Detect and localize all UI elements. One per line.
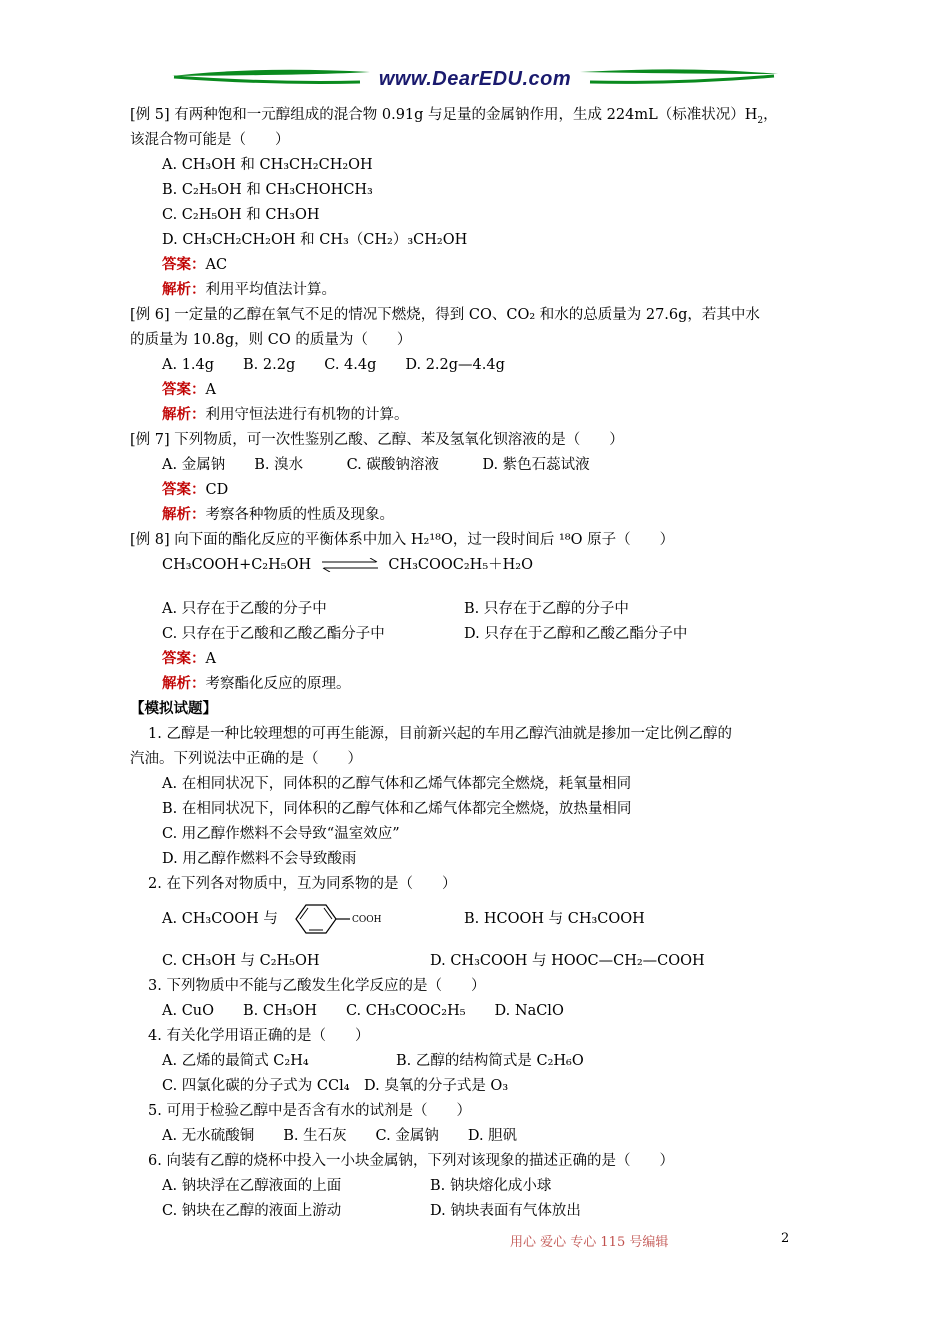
ex8-explanation: 解析：考察酯化反应的原理。: [162, 676, 351, 692]
q2-option-b: B. HCOOH 与 CH₃COOH: [464, 911, 645, 927]
ex6-options: A. 1.4g B. 2.2g C. 4.4g D. 2.2g—4.4g: [162, 357, 505, 373]
q3-options: A. CuO B. CH₃OH C. CH₃COOC₂H₅ D. NaClO: [162, 1003, 564, 1019]
q6-options-row1: [130, 1174, 830, 1199]
ex5-question-line2: 该混合物可能是（ ）: [130, 132, 290, 148]
ex7-question-line1: [例 7] 下列物质，可一次性鉴别乙酸、乙醇、苯及氢氧化钡溶液的是（ ）: [130, 432, 624, 448]
site-logo-text[interactable]: www.DearEDU.com: [378, 68, 572, 90]
ex8-options-row1: [130, 597, 830, 622]
equilibrium-arrow-icon: [320, 558, 380, 572]
ex7-options: A. 金属钠 B. 溴水 C. 碳酸钠溶液 D. 紫色石蕊试液: [162, 457, 590, 473]
q2-option-d: D. CH₃COOH 与 HOOC—CH₂—COOH: [430, 953, 705, 969]
q2-option-c: C. CH₃OH 与 C₂H₅OH: [162, 953, 320, 969]
q1-line2: 汽油。下列说法中正确的是（ ）: [130, 751, 362, 767]
q4-option-b: B. 乙醇的结构简式是 C₂H₆O: [396, 1053, 584, 1069]
q4-option-a: A. 乙烯的最简式 C₂H₄: [162, 1053, 309, 1069]
ex8-equation: [130, 553, 830, 585]
q6-option-b: B. 钠块熔化成小球: [430, 1178, 552, 1194]
q2-option-a: A. CH₃COOH 与 COOH: [162, 897, 464, 941]
ex8-question-line1: [例 8] 向下面的酯化反应的平衡体系中加入 H₂¹⁸O，过一段时间后 ¹⁸O 原子（ ）: [130, 532, 675, 548]
ex6-explanation: 解析：利用守恒法进行有机物的计算。: [162, 407, 409, 423]
q1-option-c: C. 用乙醇作燃料不会导致“温室效应”: [162, 826, 400, 842]
ex5-option-a: A. CH₃OH 和 CH₃CH₂CH₂OH: [162, 157, 373, 173]
ex8-option-d: D. 只存在于乙醇和乙酸乙酯分子中: [464, 626, 688, 642]
q6-line1: 6. 向装有乙醇的烧杯中投入一小块金属钠，下列对该现象的描述正确的是（ ）: [148, 1153, 674, 1169]
q1-line1: 1. 乙醇是一种比较理想的可再生能源，目前新兴起的车用乙醇汽油就是掺加一定比例乙醇的: [148, 726, 732, 742]
q4-options-row2: [130, 1074, 830, 1099]
ex5-question-line1: [例 5] 有两种饱和一元醇组成的混合物 0.91g 与足量的金属钠作用，生成 224mL（标准状况）$H_2$，: [130, 107, 778, 126]
q5-line1: 5. 可用于检验乙醇中是否含有水的试剂是（ ）: [148, 1103, 471, 1119]
ex5-answer: 答案：AC: [162, 257, 228, 273]
ex8-option-a: A. 只存在于乙酸的分子中: [162, 601, 327, 617]
q4-line1: 4. 有关化学用语正确的是（ ）: [148, 1028, 370, 1044]
q2-options-row2: [130, 949, 830, 974]
q6-option-c: C. 钠块在乙醇的液面上游动: [162, 1203, 342, 1219]
q1-option-b: B. 在相同状况下，同体积的乙醇气体和乙烯气体都完全燃烧，放热量相同: [162, 801, 632, 817]
q2-line1: 2. 在下列各对物质中，互为同系物的是（ ）: [148, 876, 457, 892]
section-title: 【模拟试题】: [130, 701, 217, 717]
ex6-question-line1: [例 6] 一定量的乙醇在氧气不足的情况下燃烧，得到 CO、CO₂ 和水的总质量为 27.6g，若其中水: [130, 307, 760, 323]
ex5-option-d: D. CH₃CH₂CH₂OH 和 CH₃（CH₂）₃CH₂OH: [162, 232, 468, 248]
q2-options-row1: [130, 897, 830, 941]
q5-options: A. 无水硫酸铜 B. 生石灰 C. 金属钠 D. 胆矾: [162, 1128, 518, 1144]
ex6-answer: 答案：A: [162, 382, 216, 398]
ex8-option-b: B. 只存在于乙醇的分子中: [464, 601, 629, 617]
q6-options-row2: [130, 1199, 830, 1224]
ex6-question-line2: 的质量为 10.8g，则 CO 的质量为（ ）: [130, 332, 412, 348]
ex5-explanation: 解析：利用平均值法计算。: [162, 282, 336, 298]
main-content: [130, 103, 830, 1224]
q1-option-d: D. 用乙醇作燃料不会导致酸雨: [162, 851, 357, 867]
q4-option-c: C. 四氯化碳的分子式为 CCl₄: [162, 1078, 350, 1094]
site-header: [170, 62, 780, 96]
q6-option-d: D. 钠块表面有气体放出: [430, 1203, 581, 1219]
q6-option-a: A. 钠块浮在乙醇液面的上面: [162, 1178, 342, 1194]
q3-line1: 3. 下列物质中不能与乙酸发生化学反应的是（ ）: [148, 978, 486, 994]
carboxyl-group-label: COOH: [351, 915, 382, 925]
ex7-answer: 答案：CD: [162, 482, 229, 498]
equation-left: CH₃COOH+C₂H₅OH: [162, 557, 312, 573]
q4-options-row1: [130, 1049, 830, 1074]
ex8-option-c: C. 只存在于乙酸和乙酸乙酯分子中: [162, 626, 385, 642]
ex7-explanation: 解析：考察各种物质的性质及现象。: [162, 507, 394, 523]
q1-option-a: A. 在相同状况下，同体积的乙醇气体和乙烯气体都完全燃烧，耗氧量相同: [162, 776, 632, 792]
ex8-answer: 答案：A: [162, 651, 216, 667]
ex8-options-row2: [130, 622, 830, 647]
benzene-ring-icon: [284, 901, 394, 937]
footer-text: 用心 爱心 专心 115 号编辑: [510, 1235, 669, 1250]
page-number: 2: [781, 1231, 790, 1246]
equation-right: CH₃COOC₂H₅＋H₂O: [388, 557, 533, 573]
q4-option-d: D. 臭氧的分子式是 O₃: [364, 1078, 509, 1094]
ex5-option-b: B. C₂H₅OH 和 CH₃CHOHCH₃: [162, 182, 373, 198]
ex5-option-c: C. C₂H₅OH 和 CH₃OH: [162, 207, 320, 223]
